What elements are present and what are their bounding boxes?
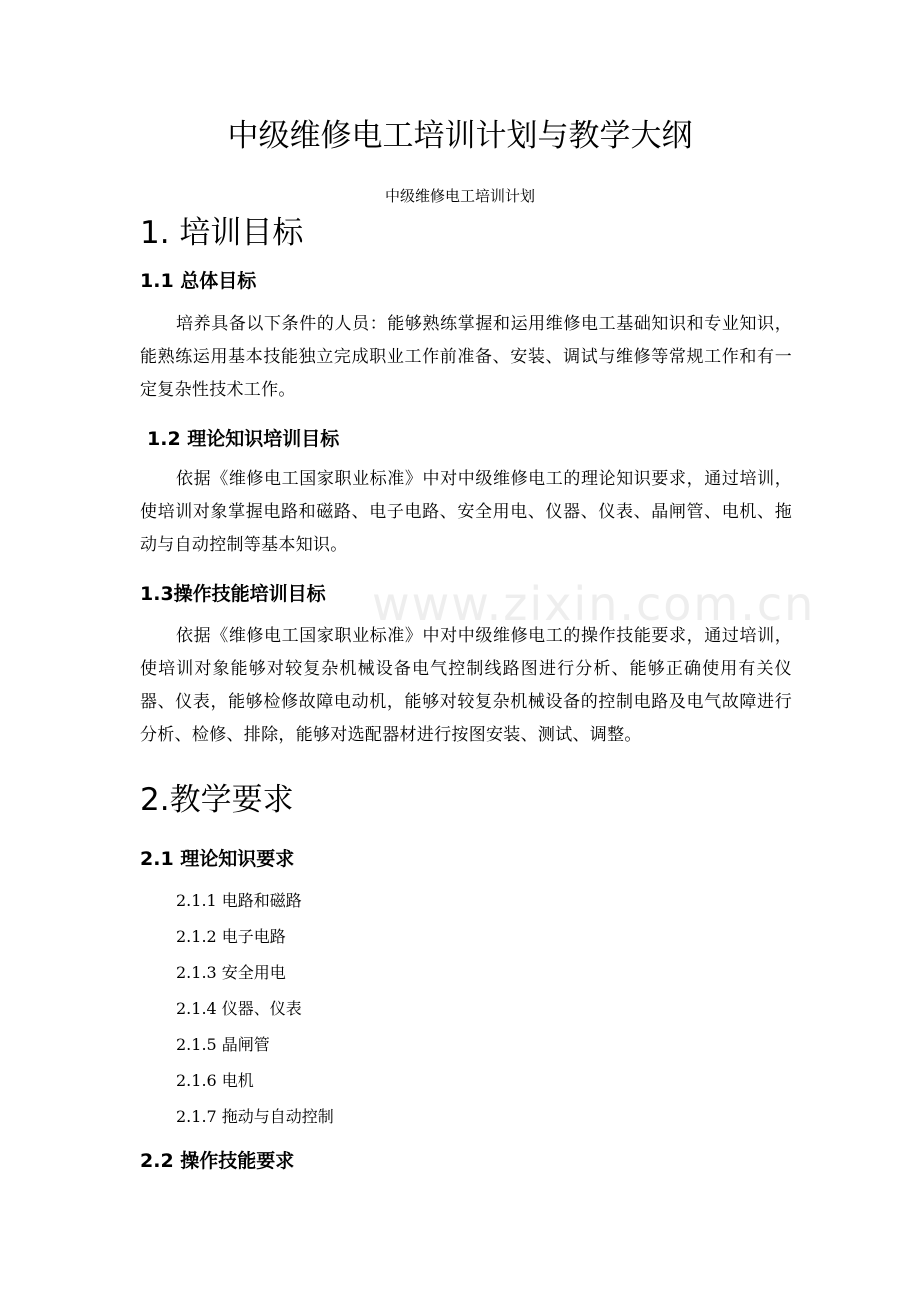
- section-2-1-heading: 2.1 理论知识要求: [140, 848, 295, 870]
- list-item: 2.1.7 拖动与自动控制: [176, 1107, 334, 1126]
- list-item: 2.1.1 电路和磁路: [176, 891, 302, 910]
- section-2-2-heading: 2.2 操作技能要求: [140, 1150, 295, 1172]
- document-title: 中级维修电工培训计划与教学大纲: [227, 118, 693, 154]
- section-1-2-heading: 1.2 理论知识培训目标: [147, 428, 340, 450]
- section-1-1-body: 培养具备以下条件的人员：能够熟练掌握和运用维修电工基础知识和专业知识，能熟练运用基本技能独立完成职业工作前准备、安装、调试与维修等常规工作和有一定复杂性技术工作。: [140, 314, 792, 400]
- list-item: 2.1.5 晶闸管: [176, 1035, 270, 1054]
- list-item: 2.1.2 电子电路: [176, 927, 286, 946]
- section-1-3-heading: 1.3操作技能培训目标: [140, 583, 326, 605]
- document-subtitle: 中级维修电工培训计划: [384, 187, 535, 205]
- list-item: 2.1.4 仪器、仪表: [176, 999, 302, 1018]
- watermark-text: www.zixin.com.cn: [372, 577, 816, 631]
- section-1-3-body: 依据《维修电工国家职业标准》中对中级维修电工的操作技能要求，通过培训，使培训对象能够对较复杂机械设备电气控制线路图进行分析、能够正确使用有关仪器、仪表，能够检修故障电动机，能够对较复杂机械设备的控制电路及电气故障进行分析、检修、排除，能够对选配器材进行按图安装、测试、调整。: [140, 626, 792, 745]
- list-item: 2.1.3 安全用电: [176, 963, 286, 982]
- list-item: 2.1.6 电机: [176, 1071, 254, 1090]
- section-1-2-body: 依据《维修电工国家职业标准》中对中级维修电工的理论知识要求，通过培训，使培训对象掌握电路和磁路、电子电路、安全用电、仪器、仪表、晶闸管、电机、拖动与自动控制等基本知识。: [140, 469, 792, 555]
- section-1-1-heading: 1.1 总体目标: [140, 270, 257, 292]
- section-1-heading: 1. 培训目标: [140, 215, 304, 251]
- section-2-heading: 2.教学要求: [140, 782, 294, 818]
